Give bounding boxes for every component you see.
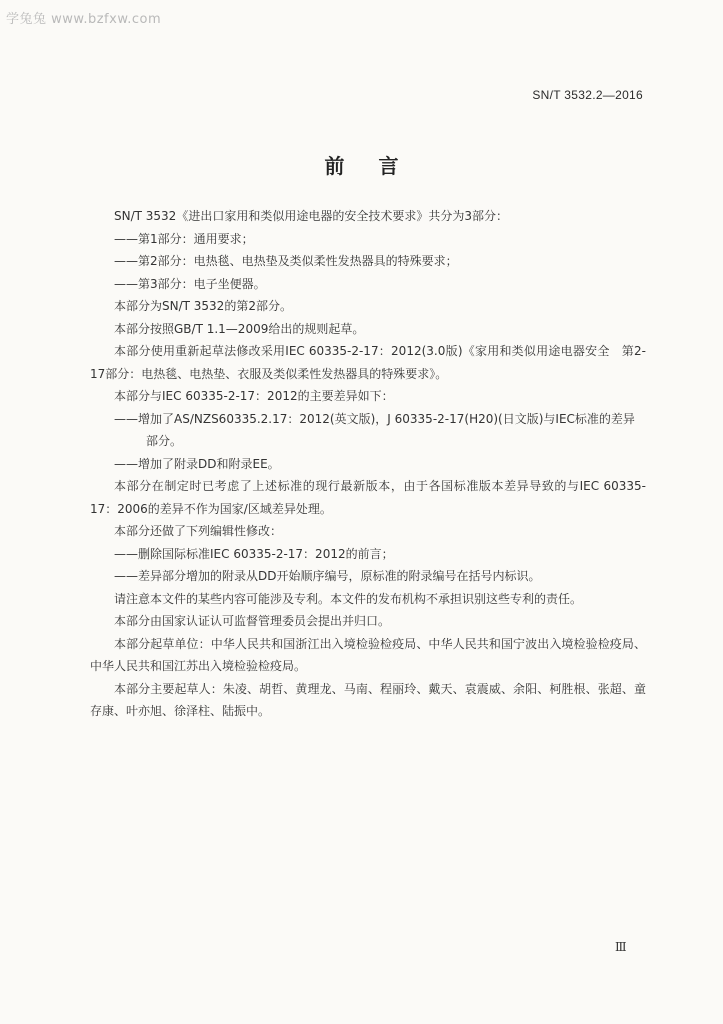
page-number: Ⅲ [615, 940, 627, 954]
paragraph-differences-intro: 本部分与IEC 60335-2-17：2012的主要差异如下： [114, 389, 394, 403]
paragraph-parts-overview: SN/T 3532《进出口家用和类似用途电器的安全技术要求》共分为3部分： [114, 209, 508, 223]
document-number: SN/T 3532.2—2016 [532, 88, 643, 102]
list-item-editorial-2: ——差异部分增加的附录从DD开始顺序编号，原标准的附录编号在括号内标识。 [114, 569, 541, 583]
paragraph-adoption: 本部分使用重新起草法修改采用IEC 60335-2-17：2012(3.0版)《家用和类似用途电器安全 第2-17部分：电热毯、电热垫、衣服及类似柔性发热器具的特殊要求》。 [90, 344, 646, 381]
list-item-part-2: ——第2部分：电热毯、电热垫及类似柔性发热器具的特殊要求； [114, 254, 458, 268]
list-item-editorial-1: ——删除国际标准IEC 60335-2-17：2012的前言； [114, 546, 394, 561]
watermark-text: 学兔兔 www.bzfxw.com [6, 12, 162, 27]
list-item-part-1: ——第1部分：通用要求； [114, 231, 254, 246]
paragraph-editorial-intro: 本部分还做了下列编辑性修改： [114, 524, 283, 538]
foreword-body [90, 205, 646, 723]
paragraph-patent-notice: 请注意本文件的某些内容可能涉及专利。本文件的发布机构不承担识别这些专利的责任。 [114, 591, 583, 606]
paragraph-drafting-rules: 本部分按照GB/T 1.1—2009给出的规则起草。 [114, 321, 365, 336]
list-item-difference-2: ——增加了附录DD和附录EE。 [114, 456, 280, 471]
paragraph-version-note: 本部分在制定时已考虑了上述标准的现行最新版本，由于各国标准版本差异导致的与IEC 60335-17：2006的差异不作为国家/区域差异处理。 [90, 479, 646, 516]
list-item-difference-1: ——增加了AS/NZS60335.2.17：2012(英文版)，J 60335-2-17(H20)(日文版)与IEC标准的差异部分。 [114, 411, 635, 448]
page-title: 前言 [324, 154, 433, 178]
paragraph-this-part: 本部分为SN/T 3532的第2部分。 [114, 299, 292, 313]
paragraph-drafting-units: 本部分起草单位：中华人民共和国浙江出入境检验检疫局、中华人民共和国宁波出入境检验检疫局、中华人民共和国江苏出入境检验检疫局。 [90, 636, 646, 673]
list-item-part-3: ——第3部分：电子坐便器。 [114, 276, 266, 291]
paragraph-proposer: 本部分由国家认证认可监督管理委员会提出并归口。 [114, 614, 391, 628]
paragraph-drafters: 本部分主要起草人：朱凌、胡哲、黄理龙、马南、程丽玲、戴天、袁震威、余阳、柯胜根、张超、童存康、叶亦旭、徐泽柱、陆振中。 [90, 681, 646, 718]
